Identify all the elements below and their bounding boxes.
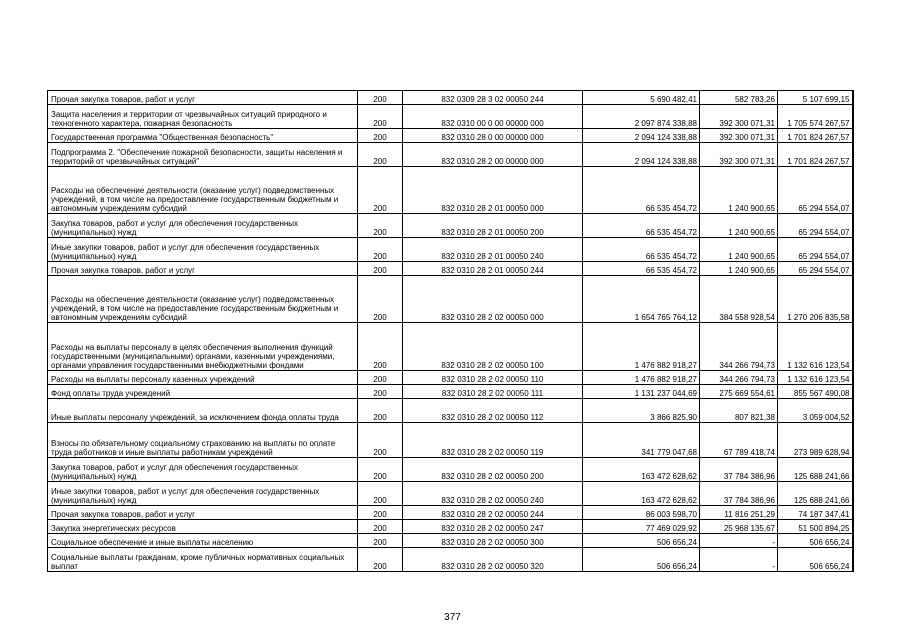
row-name-cell: Защита населения и территории от чрезвычайных ситуаций природного и техногенного характера, пожарная безопасность bbox=[48, 105, 358, 129]
row-executed-cell: 344 266 794,73 bbox=[700, 323, 778, 371]
row-name-cell: Закупка товаров, работ и услуг для обеспечения государственных (муниципальных) нужд bbox=[48, 214, 358, 238]
row-approved-cell: 341 779 047,68 bbox=[583, 423, 700, 458]
row-executed-cell: 392 300 071,31 bbox=[700, 143, 778, 167]
row-executed-cell: 807 821,38 bbox=[700, 399, 778, 423]
table-row bbox=[48, 548, 853, 572]
row-name-cell: Социальное обеспечение и иные выплаты населению bbox=[48, 534, 358, 548]
row-kvr-cell: 200 bbox=[358, 385, 403, 399]
row-kvr-cell: 200 bbox=[358, 276, 403, 323]
row-code-cell: 832 0310 28 2 02 00050 240 bbox=[403, 482, 583, 506]
row-kvr-cell: 200 bbox=[358, 548, 403, 572]
row-code-cell: 832 0310 28 2 02 00050 300 bbox=[403, 534, 583, 548]
row-executed-cell: 1 240 900,65 bbox=[700, 262, 778, 276]
row-kvr-cell: 200 bbox=[358, 214, 403, 238]
row-unexecuted-cell: 1 701 824 267,57 bbox=[778, 143, 853, 167]
table-row bbox=[48, 167, 853, 214]
budget-table-sheet bbox=[47, 90, 852, 572]
row-approved-cell: 506 656,24 bbox=[583, 548, 700, 572]
row-kvr-cell: 200 bbox=[358, 262, 403, 276]
row-name-cell: Расходы на выплаты персоналу казенных учреждений bbox=[48, 371, 358, 385]
row-kvr-cell: 200 bbox=[358, 520, 403, 534]
row-name-cell: Прочая закупка товаров, работ и услуг bbox=[48, 91, 358, 105]
table-row bbox=[48, 105, 853, 129]
row-executed-cell: 67 789 418,74 bbox=[700, 423, 778, 458]
row-name-cell: Иные закупки товаров, работ и услуг для обеспечения государственных (муниципальных) нужд bbox=[48, 238, 358, 262]
row-code-cell: 832 0310 28 2 02 00050 244 bbox=[403, 506, 583, 520]
row-name-cell: Закупка товаров, работ и услуг для обеспечения государственных (муниципальных) нужд bbox=[48, 458, 358, 482]
table-row bbox=[48, 129, 853, 143]
table-row bbox=[48, 482, 853, 506]
row-executed-cell: 1 240 900,65 bbox=[700, 214, 778, 238]
row-executed-cell: 344 266 794,73 bbox=[700, 371, 778, 385]
row-code-cell: 832 0310 00 0 00 00000 000 bbox=[403, 105, 583, 129]
row-executed-cell: 384 558 928,54 bbox=[700, 276, 778, 323]
row-unexecuted-cell: 1 132 616 123,54 bbox=[778, 323, 853, 371]
row-unexecuted-cell: 51 500 894,25 bbox=[778, 520, 853, 534]
row-unexecuted-cell: 506 656,24 bbox=[778, 534, 853, 548]
row-executed-cell: 1 240 900,65 bbox=[700, 167, 778, 214]
row-kvr-cell: 200 bbox=[358, 167, 403, 214]
row-name-cell: Взносы по обязательному социальному страхованию на выплаты по оплате труда работников и иные выплаты работникам учреждений bbox=[48, 423, 358, 458]
row-code-cell: 832 0310 28 2 01 00050 000 bbox=[403, 167, 583, 214]
row-name-cell: Расходы на выплаты персоналу в целях обеспечения выполнения функций государственными (муниципальными) органами, казенными учреждениями, органами управления государственными внебюджетными фондами bbox=[48, 323, 358, 371]
row-code-cell: 832 0310 28 2 02 00050 320 bbox=[403, 548, 583, 572]
row-code-cell: 832 0309 28 3 02 00050 244 bbox=[403, 91, 583, 105]
table-row bbox=[48, 520, 853, 534]
row-kvr-cell: 200 bbox=[358, 506, 403, 520]
row-code-cell: 832 0310 28 2 02 00050 100 bbox=[403, 323, 583, 371]
row-approved-cell: 163 472 628,62 bbox=[583, 482, 700, 506]
row-unexecuted-cell: 506 656,24 bbox=[778, 548, 853, 572]
table-row bbox=[48, 238, 853, 262]
row-unexecuted-cell: 125 688 241,66 bbox=[778, 458, 853, 482]
row-approved-cell: 1 476 882 918,27 bbox=[583, 371, 700, 385]
table-row bbox=[48, 385, 853, 399]
row-kvr-cell: 200 bbox=[358, 399, 403, 423]
row-unexecuted-cell: 273 989 628,94 bbox=[778, 423, 853, 458]
row-code-cell: 832 0310 28 2 00 00000 000 bbox=[403, 143, 583, 167]
row-code-cell: 832 0310 28 2 02 00050 200 bbox=[403, 458, 583, 482]
row-executed-cell: 37 784 386,96 bbox=[700, 482, 778, 506]
table-body bbox=[48, 91, 853, 572]
row-approved-cell: 66 535 454,72 bbox=[583, 238, 700, 262]
row-executed-cell: - bbox=[700, 548, 778, 572]
row-kvr-cell: 200 bbox=[358, 143, 403, 167]
row-unexecuted-cell: 855 567 490,08 bbox=[778, 385, 853, 399]
table-row bbox=[48, 91, 853, 105]
table-row bbox=[48, 458, 853, 482]
row-code-cell: 832 0310 28 2 02 00050 247 bbox=[403, 520, 583, 534]
row-name-cell: Закупка энергетических ресурсов bbox=[48, 520, 358, 534]
row-kvr-cell: 200 bbox=[358, 482, 403, 506]
row-approved-cell: 66 535 454,72 bbox=[583, 214, 700, 238]
row-approved-cell: 1 476 882 918,27 bbox=[583, 323, 700, 371]
row-kvr-cell: 200 bbox=[358, 423, 403, 458]
table-row bbox=[48, 506, 853, 520]
table-row bbox=[48, 371, 853, 385]
table-row bbox=[48, 143, 853, 167]
row-unexecuted-cell: 1 132 616 123,54 bbox=[778, 371, 853, 385]
row-executed-cell: 25 968 135,67 bbox=[700, 520, 778, 534]
row-unexecuted-cell: 65 294 554,07 bbox=[778, 238, 853, 262]
row-kvr-cell: 200 bbox=[358, 323, 403, 371]
page-number: 377 bbox=[444, 612, 461, 623]
row-approved-cell: 3 866 825,90 bbox=[583, 399, 700, 423]
row-unexecuted-cell: 1 705 574 267,57 bbox=[778, 105, 853, 129]
row-name-cell: Расходы на обеспечение деятельности (оказание услуг) подведомственных учреждений, в том числе на предоставление государственным бюджетным и автономным учреждениям субсидий bbox=[48, 167, 358, 214]
row-approved-cell: 1 131 237 044,69 bbox=[583, 385, 700, 399]
budget-execution-table bbox=[47, 90, 854, 572]
row-kvr-cell: 200 bbox=[358, 129, 403, 143]
row-approved-cell: 5 690 482,41 bbox=[583, 91, 700, 105]
row-executed-cell: 392 300 071,31 bbox=[700, 129, 778, 143]
row-name-cell: Фонд оплаты труда учреждений bbox=[48, 385, 358, 399]
row-unexecuted-cell: 5 107 699,15 bbox=[778, 91, 853, 105]
table-row bbox=[48, 534, 853, 548]
row-name-cell: Расходы на обеспечение деятельности (оказание услуг) подведомственных учреждений, в том числе на предоставление государственным бюджетным и автономным учреждениям субсидий bbox=[48, 276, 358, 323]
table-row bbox=[48, 276, 853, 323]
row-executed-cell: 582 783,26 bbox=[700, 91, 778, 105]
row-kvr-cell: 200 bbox=[358, 91, 403, 105]
row-kvr-cell: 200 bbox=[358, 534, 403, 548]
row-executed-cell: 11 816 251,29 bbox=[700, 506, 778, 520]
row-name-cell: Иные закупки товаров, работ и услуг для обеспечения государственных (муниципальных) нужд bbox=[48, 482, 358, 506]
row-name-cell: Государственная программа "Общественная безопасность" bbox=[48, 129, 358, 143]
row-code-cell: 832 0310 28 2 02 00050 111 bbox=[403, 385, 583, 399]
row-approved-cell: 77 469 029,92 bbox=[583, 520, 700, 534]
row-code-cell: 832 0310 28 0 00 00000 000 bbox=[403, 129, 583, 143]
row-approved-cell: 1 654 765 764,12 bbox=[583, 276, 700, 323]
table-row bbox=[48, 214, 853, 238]
row-kvr-cell: 200 bbox=[358, 458, 403, 482]
row-executed-cell: 392 300 071,31 bbox=[700, 105, 778, 129]
row-name-cell: Прочая закупка товаров, работ и услуг bbox=[48, 506, 358, 520]
row-approved-cell: 66 535 454,72 bbox=[583, 167, 700, 214]
row-unexecuted-cell: 74 187 347,41 bbox=[778, 506, 853, 520]
row-code-cell: 832 0310 28 2 01 00050 244 bbox=[403, 262, 583, 276]
row-code-cell: 832 0310 28 2 01 00050 200 bbox=[403, 214, 583, 238]
row-unexecuted-cell: 65 294 554,07 bbox=[778, 214, 853, 238]
row-unexecuted-cell: 1 270 206 835,58 bbox=[778, 276, 853, 323]
row-code-cell: 832 0310 28 2 02 00050 110 bbox=[403, 371, 583, 385]
row-executed-cell: 1 240 900,65 bbox=[700, 238, 778, 262]
row-executed-cell: - bbox=[700, 534, 778, 548]
row-approved-cell: 506 656,24 bbox=[583, 534, 700, 548]
table-row bbox=[48, 262, 853, 276]
row-approved-cell: 2 094 124 338,88 bbox=[583, 129, 700, 143]
row-unexecuted-cell: 65 294 554,07 bbox=[778, 167, 853, 214]
table-row bbox=[48, 423, 853, 458]
row-code-cell: 832 0310 28 2 02 00050 000 bbox=[403, 276, 583, 323]
row-executed-cell: 37 784 386,96 bbox=[700, 458, 778, 482]
row-kvr-cell: 200 bbox=[358, 105, 403, 129]
row-approved-cell: 66 535 454,72 bbox=[583, 262, 700, 276]
row-approved-cell: 2 094 124 338,88 bbox=[583, 143, 700, 167]
row-name-cell: Подпрограмма 2. "Обеспечение пожарной безопасности, защиты населения и территорий от чрезвычайных ситуаций" bbox=[48, 143, 358, 167]
row-unexecuted-cell: 3 059 004,52 bbox=[778, 399, 853, 423]
row-kvr-cell: 200 bbox=[358, 371, 403, 385]
row-unexecuted-cell: 65 294 554,07 bbox=[778, 262, 853, 276]
row-name-cell: Социальные выплаты гражданам, кроме публичных нормативных социальных выплат bbox=[48, 548, 358, 572]
row-executed-cell: 275 669 554,61 bbox=[700, 385, 778, 399]
row-code-cell: 832 0310 28 2 02 00050 112 bbox=[403, 399, 583, 423]
row-approved-cell: 163 472 628,62 bbox=[583, 458, 700, 482]
row-unexecuted-cell: 1 701 824 267,57 bbox=[778, 129, 853, 143]
row-code-cell: 832 0310 28 2 01 00050 240 bbox=[403, 238, 583, 262]
table-row bbox=[48, 399, 853, 423]
row-unexecuted-cell: 125 688 241,66 bbox=[778, 482, 853, 506]
table-row bbox=[48, 323, 853, 371]
row-approved-cell: 2 097 874 338,88 bbox=[583, 105, 700, 129]
row-kvr-cell: 200 bbox=[358, 238, 403, 262]
row-name-cell: Иные выплаты персоналу учреждений, за исключением фонда оплаты труда bbox=[48, 399, 358, 423]
row-code-cell: 832 0310 28 2 02 00050 119 bbox=[403, 423, 583, 458]
row-approved-cell: 86 003 598,70 bbox=[583, 506, 700, 520]
row-name-cell: Прочая закупка товаров, работ и услуг bbox=[48, 262, 358, 276]
